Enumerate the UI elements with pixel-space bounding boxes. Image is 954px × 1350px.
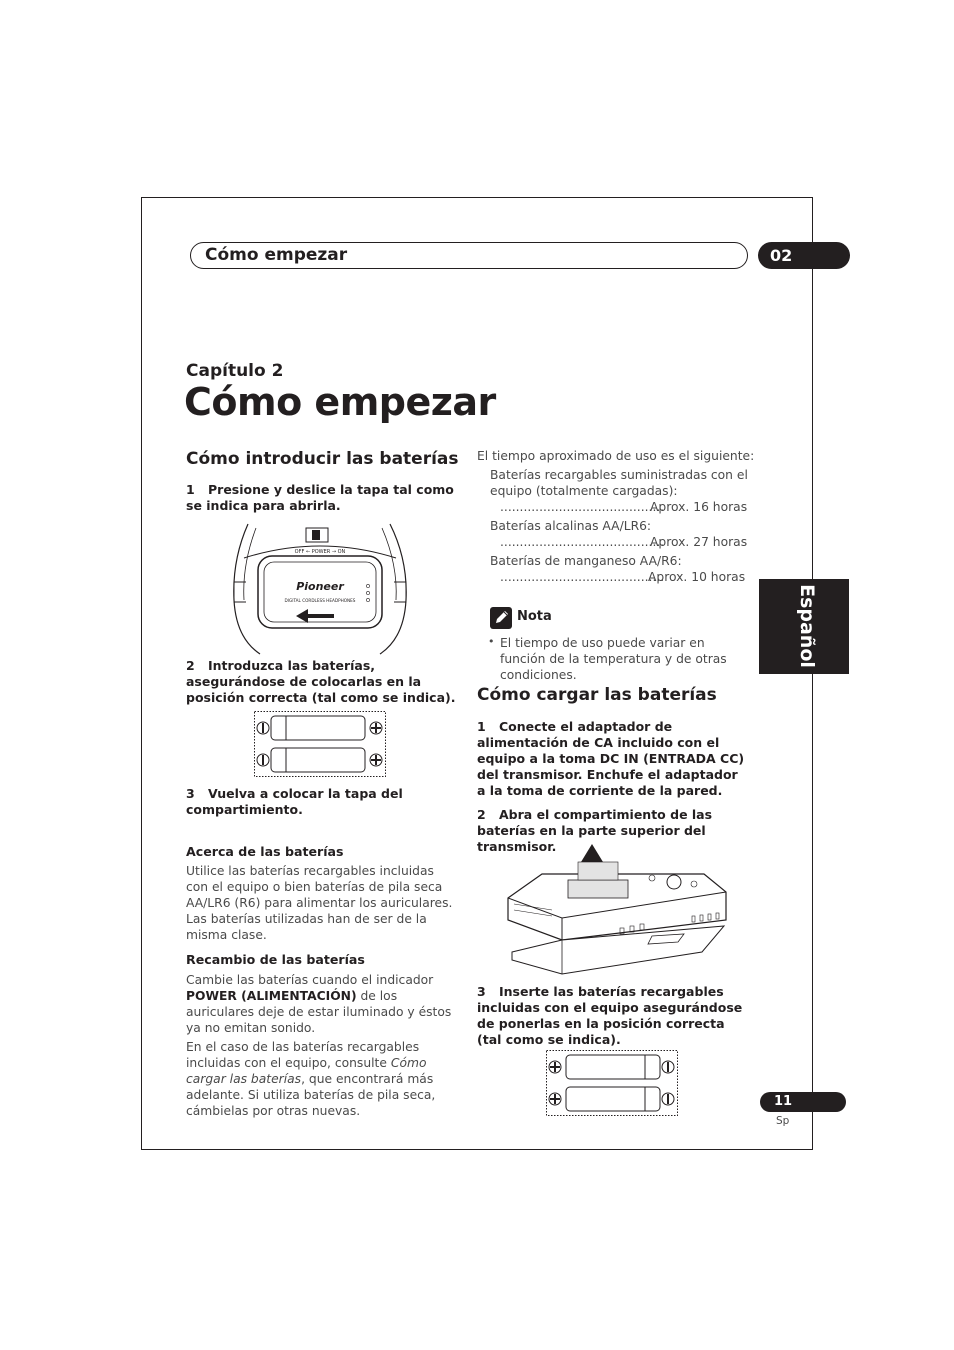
step-2	[186, 658, 456, 706]
headphones-illustration	[230, 520, 410, 658]
heading-replace-batteries: Recambio de las baterías	[186, 952, 365, 967]
device-model-text: DIGITAL CORDLESS HEADPHONES	[284, 598, 356, 603]
note-bullet: •	[488, 635, 495, 648]
replace-para-1	[186, 972, 458, 1036]
step-number: 1	[477, 719, 486, 734]
dot-leader: ..........................................	[500, 535, 665, 549]
time-row-3-label: Baterías de manganeso AA/R6:	[490, 554, 682, 568]
note-label: Nota	[517, 609, 552, 624]
step-number: 3	[186, 786, 195, 801]
replace-text-post: de los auriculares deje de estar iluminado y éstos ya no emitan sonido.	[186, 989, 452, 1035]
time-row-3-value: Aprox. 10 horas	[648, 570, 746, 584]
heading-insert-batteries: Cómo introducir las baterías	[186, 449, 459, 469]
transmitter-illustration	[502, 840, 730, 980]
switch-label: OFF ← POWER → ON	[294, 549, 346, 555]
usage-time-intro: El tiempo aproximado de uso es el siguiente:	[477, 449, 755, 463]
cross-reference-link: Cómo cargar las baterías	[186, 1056, 427, 1086]
step-text: Inserte las baterías recargables incluidas con el equipo asegurándose de ponerlas en la posición correcta (tal como se indica).	[477, 984, 743, 1047]
note-text: El tiempo de uso puede variar en función de la temperatura y de otras condiciones.	[500, 636, 727, 682]
about-batteries-text: Utilice las baterías recargables incluidas con el equipo o bien baterías de pila seca AA/LR6 (R6) para alimentar los auriculares. Las baterías utilizadas han de ser de la misma clase.	[186, 864, 453, 942]
replace-text-post-2: , que encontrará más adelante. Si utiliza baterías de pila seca, cámbielas por otras nuevas.	[186, 1072, 436, 1118]
chapter-label: Capítulo 2	[186, 361, 284, 381]
step-3	[186, 786, 456, 818]
step-number: 3	[477, 984, 486, 999]
dot-leader: ..........................................	[500, 500, 665, 514]
dot-leader: ..........................................	[500, 570, 665, 584]
page-number: 11	[760, 1092, 846, 1112]
charge-step-1	[477, 719, 747, 799]
replace-text-pre-2: En el caso de las baterías recargables incluidas con el equipo, consulte	[186, 1040, 420, 1070]
brand-logo-text: Pioneer	[296, 580, 344, 593]
step-number: 2	[186, 658, 195, 673]
note-pencil-icon	[490, 607, 512, 629]
battery-orientation-diagram-1	[254, 711, 386, 777]
battery-orientation-diagram-2	[546, 1050, 678, 1116]
language-code: Sp	[776, 1115, 790, 1127]
chapter-title: Cómo empezar	[184, 380, 496, 424]
replace-para-2	[186, 1039, 458, 1119]
time-row-2-value: Aprox. 27 horas	[650, 535, 748, 549]
step-text: Conecte el adaptador de alimentación de CA incluido con el equipo a la toma DC IN (ENTRADA CC) del transmisor. Enchufe el adaptador a la toma de corriente de la pared.	[477, 719, 745, 798]
step-text: Abra el compartimiento de las baterías en la parte superior del transmisor.	[477, 807, 713, 854]
language-tab-label: Español	[796, 584, 818, 668]
step-1	[186, 482, 456, 514]
header-chapter-number: 02	[758, 242, 850, 269]
step-number: 2	[477, 807, 486, 822]
step-text: Vuelva a colocar la tapa del compartimiento.	[186, 786, 403, 817]
time-row-1-value: Aprox. 16 horas	[650, 500, 748, 514]
step-number: 1	[186, 482, 195, 497]
time-row-1-label: Baterías recargables suministradas con el	[490, 468, 748, 482]
time-row-2-label: Baterías alcalinas AA/LR6:	[490, 519, 652, 533]
step-text: Presione y deslice la tapa tal como se indica para abrirla.	[186, 482, 454, 513]
power-indicator-label: POWER (ALIMENTACIÓN)	[186, 989, 357, 1003]
heading-charge-batteries: Cómo cargar las baterías	[477, 685, 717, 705]
heading-about-batteries: Acerca de las baterías	[186, 844, 344, 859]
step-text: Introduzca las baterías, asegurándose de colocarlas en la posición correcta (tal como se indica).	[186, 658, 456, 705]
header-section-title: Cómo empezar	[205, 245, 348, 265]
time-row-1-label-2: equipo (totalmente cargadas):	[490, 484, 678, 498]
charge-step-3	[477, 984, 747, 1048]
replace-text-pre: Cambie las baterías cuando el indicador	[186, 973, 434, 987]
